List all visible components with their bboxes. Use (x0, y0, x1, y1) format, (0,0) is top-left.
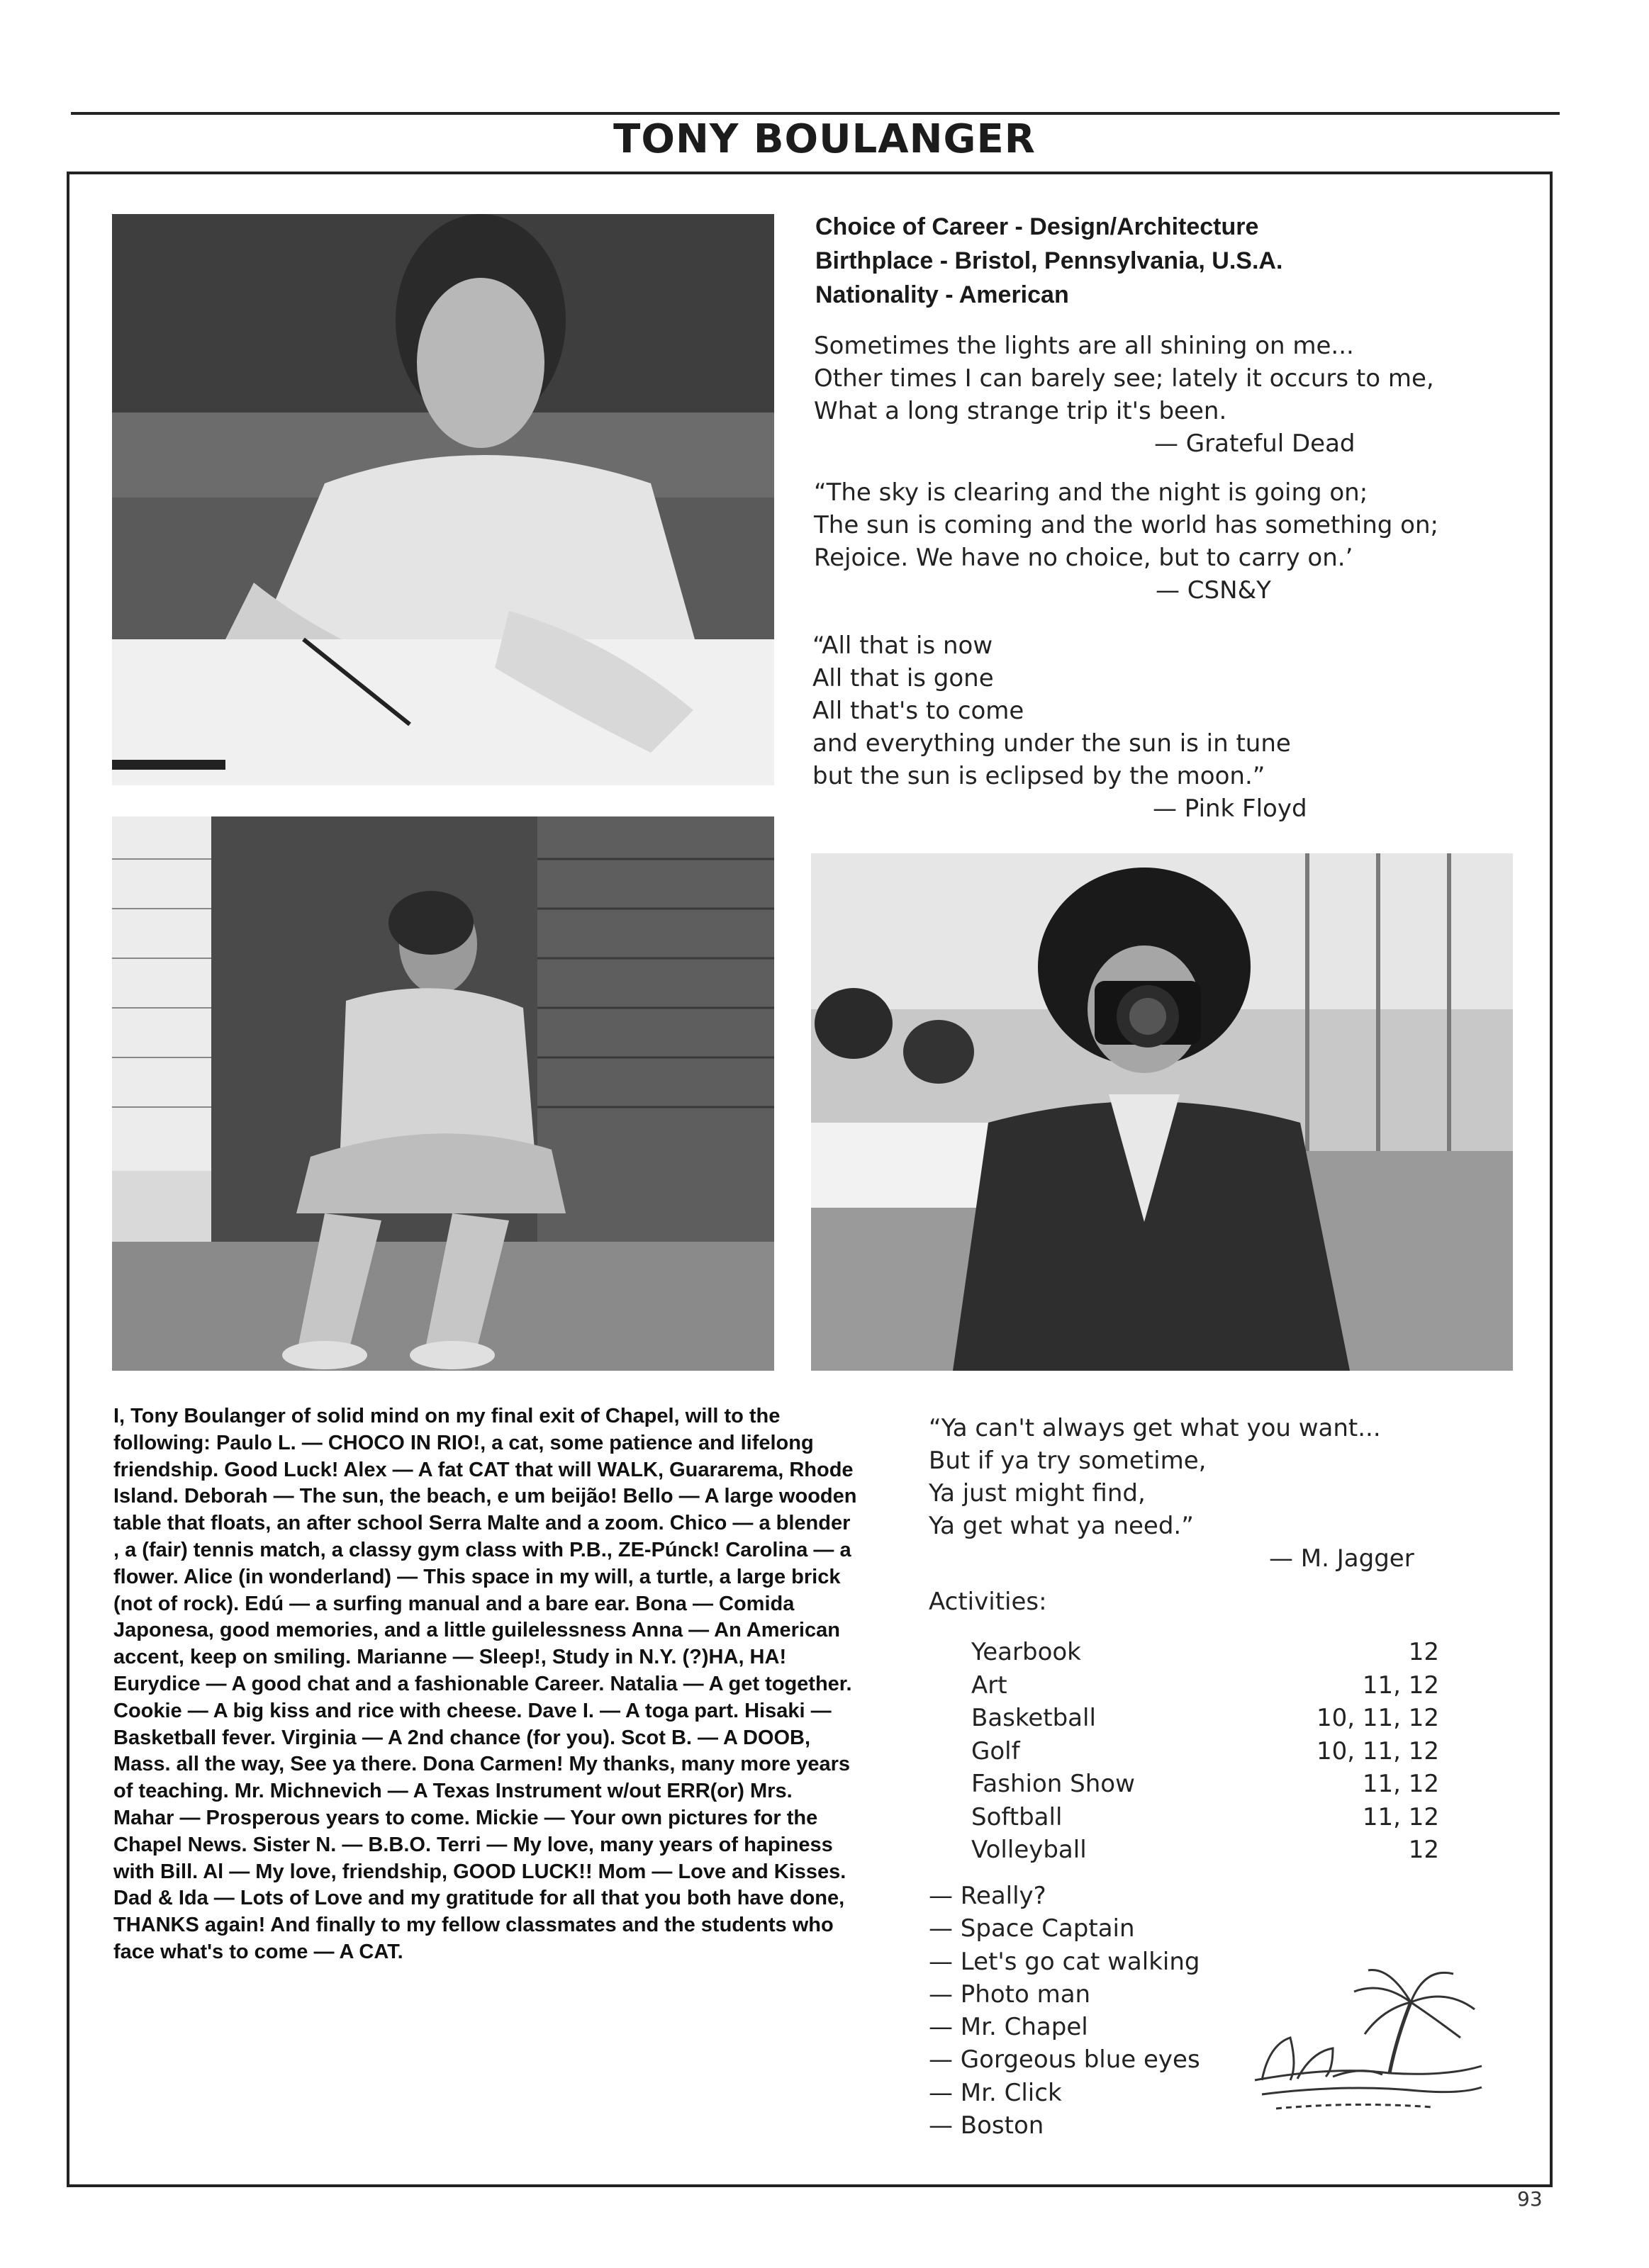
quote-pink-floyd (812, 629, 1528, 825)
activity-years: 12 (1408, 1638, 1439, 1666)
nickname-item: — Space Captain (929, 1914, 1135, 1943)
nickname-item: — Mr. Click (929, 2078, 1062, 2107)
quote-line: Rejoice. We have no choice, but to carry on.’ (814, 544, 1353, 572)
nickname-item: — Let's go cat walking (929, 1947, 1200, 1976)
quote-line: “All that is now (812, 631, 993, 660)
activity-row (971, 1768, 1439, 1801)
photo-man-with-camera (811, 853, 1513, 1371)
nickname-item: — Gorgeous blue eyes (929, 2045, 1200, 2075)
quote-line: All that is gone (812, 664, 994, 692)
quote-grateful-dead (814, 330, 1530, 460)
quote-line: Ya get what ya need.” (929, 1512, 1194, 1540)
quote-attribution: — Pink Floyd (1153, 795, 1307, 823)
nickname-item: — Boston (929, 2111, 1044, 2140)
nicknames-list (929, 1880, 1200, 2142)
activity-name: Softball (971, 1802, 1063, 1831)
activities-list (971, 1636, 1439, 1867)
nickname-item: — Photo man (929, 1980, 1091, 2009)
activity-row (971, 1702, 1439, 1735)
activity-years: 11, 12 (1362, 1770, 1439, 1798)
quote-line: “The sky is clearing and the night is going on; (814, 478, 1368, 507)
quote-line: but the sun is eclipsed by the moon.” (812, 762, 1265, 790)
activity-years: 12 (1408, 1836, 1439, 1864)
photo-sitting-against-wall (112, 816, 774, 1371)
activity-years: 10, 11, 12 (1316, 1736, 1439, 1765)
nickname-item: — Really? (929, 1882, 1046, 1910)
quote-attribution: — CSN&Y (1156, 576, 1271, 605)
quote-line: What a long strange trip it's been. (814, 397, 1227, 425)
quote-line: But if ya try sometime, (929, 1447, 1207, 1475)
activity-row (971, 1801, 1439, 1834)
birthplace-fact: Birthplace - Bristol, Pennsylvania, U.S.A. (815, 247, 1283, 274)
activity-row (971, 1669, 1439, 1702)
activity-name: Fashion Show (971, 1770, 1135, 1798)
activity-name: Volleyball (971, 1836, 1087, 1864)
quote-line: and everything under the sun is in tune (812, 729, 1291, 758)
activity-years: 11, 12 (1362, 1802, 1439, 1831)
quote-m-jagger (929, 1412, 1524, 1575)
palm-tree-sketch (1248, 1960, 1489, 2123)
quote-line: The sun is coming and the world has something on; (814, 511, 1438, 539)
activity-name: Basketball (971, 1704, 1096, 1732)
quote-line: Other times I can barely see; lately it occurs to me, (814, 364, 1434, 393)
nickname-item: — Mr. Chapel (929, 2013, 1088, 2042)
activity-name: Golf (971, 1736, 1020, 1765)
nationality-fact: Nationality - American (815, 281, 1069, 308)
photo-drawing-at-desk (112, 214, 774, 785)
student-facts (815, 210, 1524, 312)
quote-line: Sometimes the lights are all shining on me... (814, 332, 1354, 360)
activity-row (971, 1636, 1439, 1669)
title-rule (71, 112, 1560, 115)
quote-csny (814, 476, 1530, 607)
activity-row (971, 1834, 1439, 1867)
activity-years: 10, 11, 12 (1316, 1704, 1439, 1732)
page-title: TONY BOULANGER (613, 116, 1036, 162)
activity-name: Art (971, 1671, 1007, 1700)
quote-line: Ya just might find, (929, 1479, 1146, 1508)
quote-line: All that's to come (812, 697, 1024, 725)
quote-attribution: — M. Jagger (1269, 1544, 1414, 1573)
senior-will: I, Tony Boulanger of solid mind on my final exit of Chapel, will to the following: Paulo L. — CHOCO IN RIO!, a cat, some patience and lifelong friendship. Good Luck! Alex — A fat CAT that will WALK, Guararema, Rhode Island. Deborah — The sun, the beach, e um beijão! Bello — A large wooden table that floats, an after school Serra Malte and a zoom. Chico — a blender , a (fair) tennis match, a classy gym class with P.B., ZE-Púnck! Carolina — a flower. Alice (in wonderland) — This space in my will, a turtle, a large brick (not of rock). Edú — a surfing manual and a bare ear. Bona — Comida Japonesa, good memories, and a little guilelessness Anna — An American accent, keep on smiling. Marianne — Sleep!, Study in N.Y. (?)HA, HA! Eurydice — A good chat and a fashionable Career. Natalia — A get together. Cookie — A big kiss and rice with cheese. Dave I. — A toga part. Hisaki — Basketball fever. Virginia — A 2nd chance (for you). Scot B. — A DOOB, Mass. all the way, See ya there. Dona Carmen! My thanks, many more years of teaching. Mr. Michnevich — A Texas Instrument w/out ERR(or) Mrs. Mahar — Prosperous years to come. Mickie — Your own pictures for the Chapel News. Sister N. — B.B.O. Terri — My love, many years of hapiness with Bill. Al — My love, friendship, GOOD LUCK!! Mom — Love and Kisses. Dad & Ida — Lots of Love and my gratitude for all that you both have done, THANKS again! And finally to my fellow classmates and the students who face what's to come — A CAT. (113, 1405, 857, 1963)
activity-row (971, 1735, 1439, 1768)
quote-attribution: — Grateful Dead (1154, 430, 1355, 458)
activity-years: 11, 12 (1362, 1671, 1439, 1700)
activity-name: Yearbook (971, 1638, 1081, 1666)
career-fact: Choice of Career - Design/Architecture (815, 213, 1259, 240)
quote-line: “Ya can't always get what you want... (929, 1414, 1381, 1442)
page-number: 93 (1517, 2187, 1543, 2211)
activities-label: Activities: (929, 1588, 1047, 1616)
